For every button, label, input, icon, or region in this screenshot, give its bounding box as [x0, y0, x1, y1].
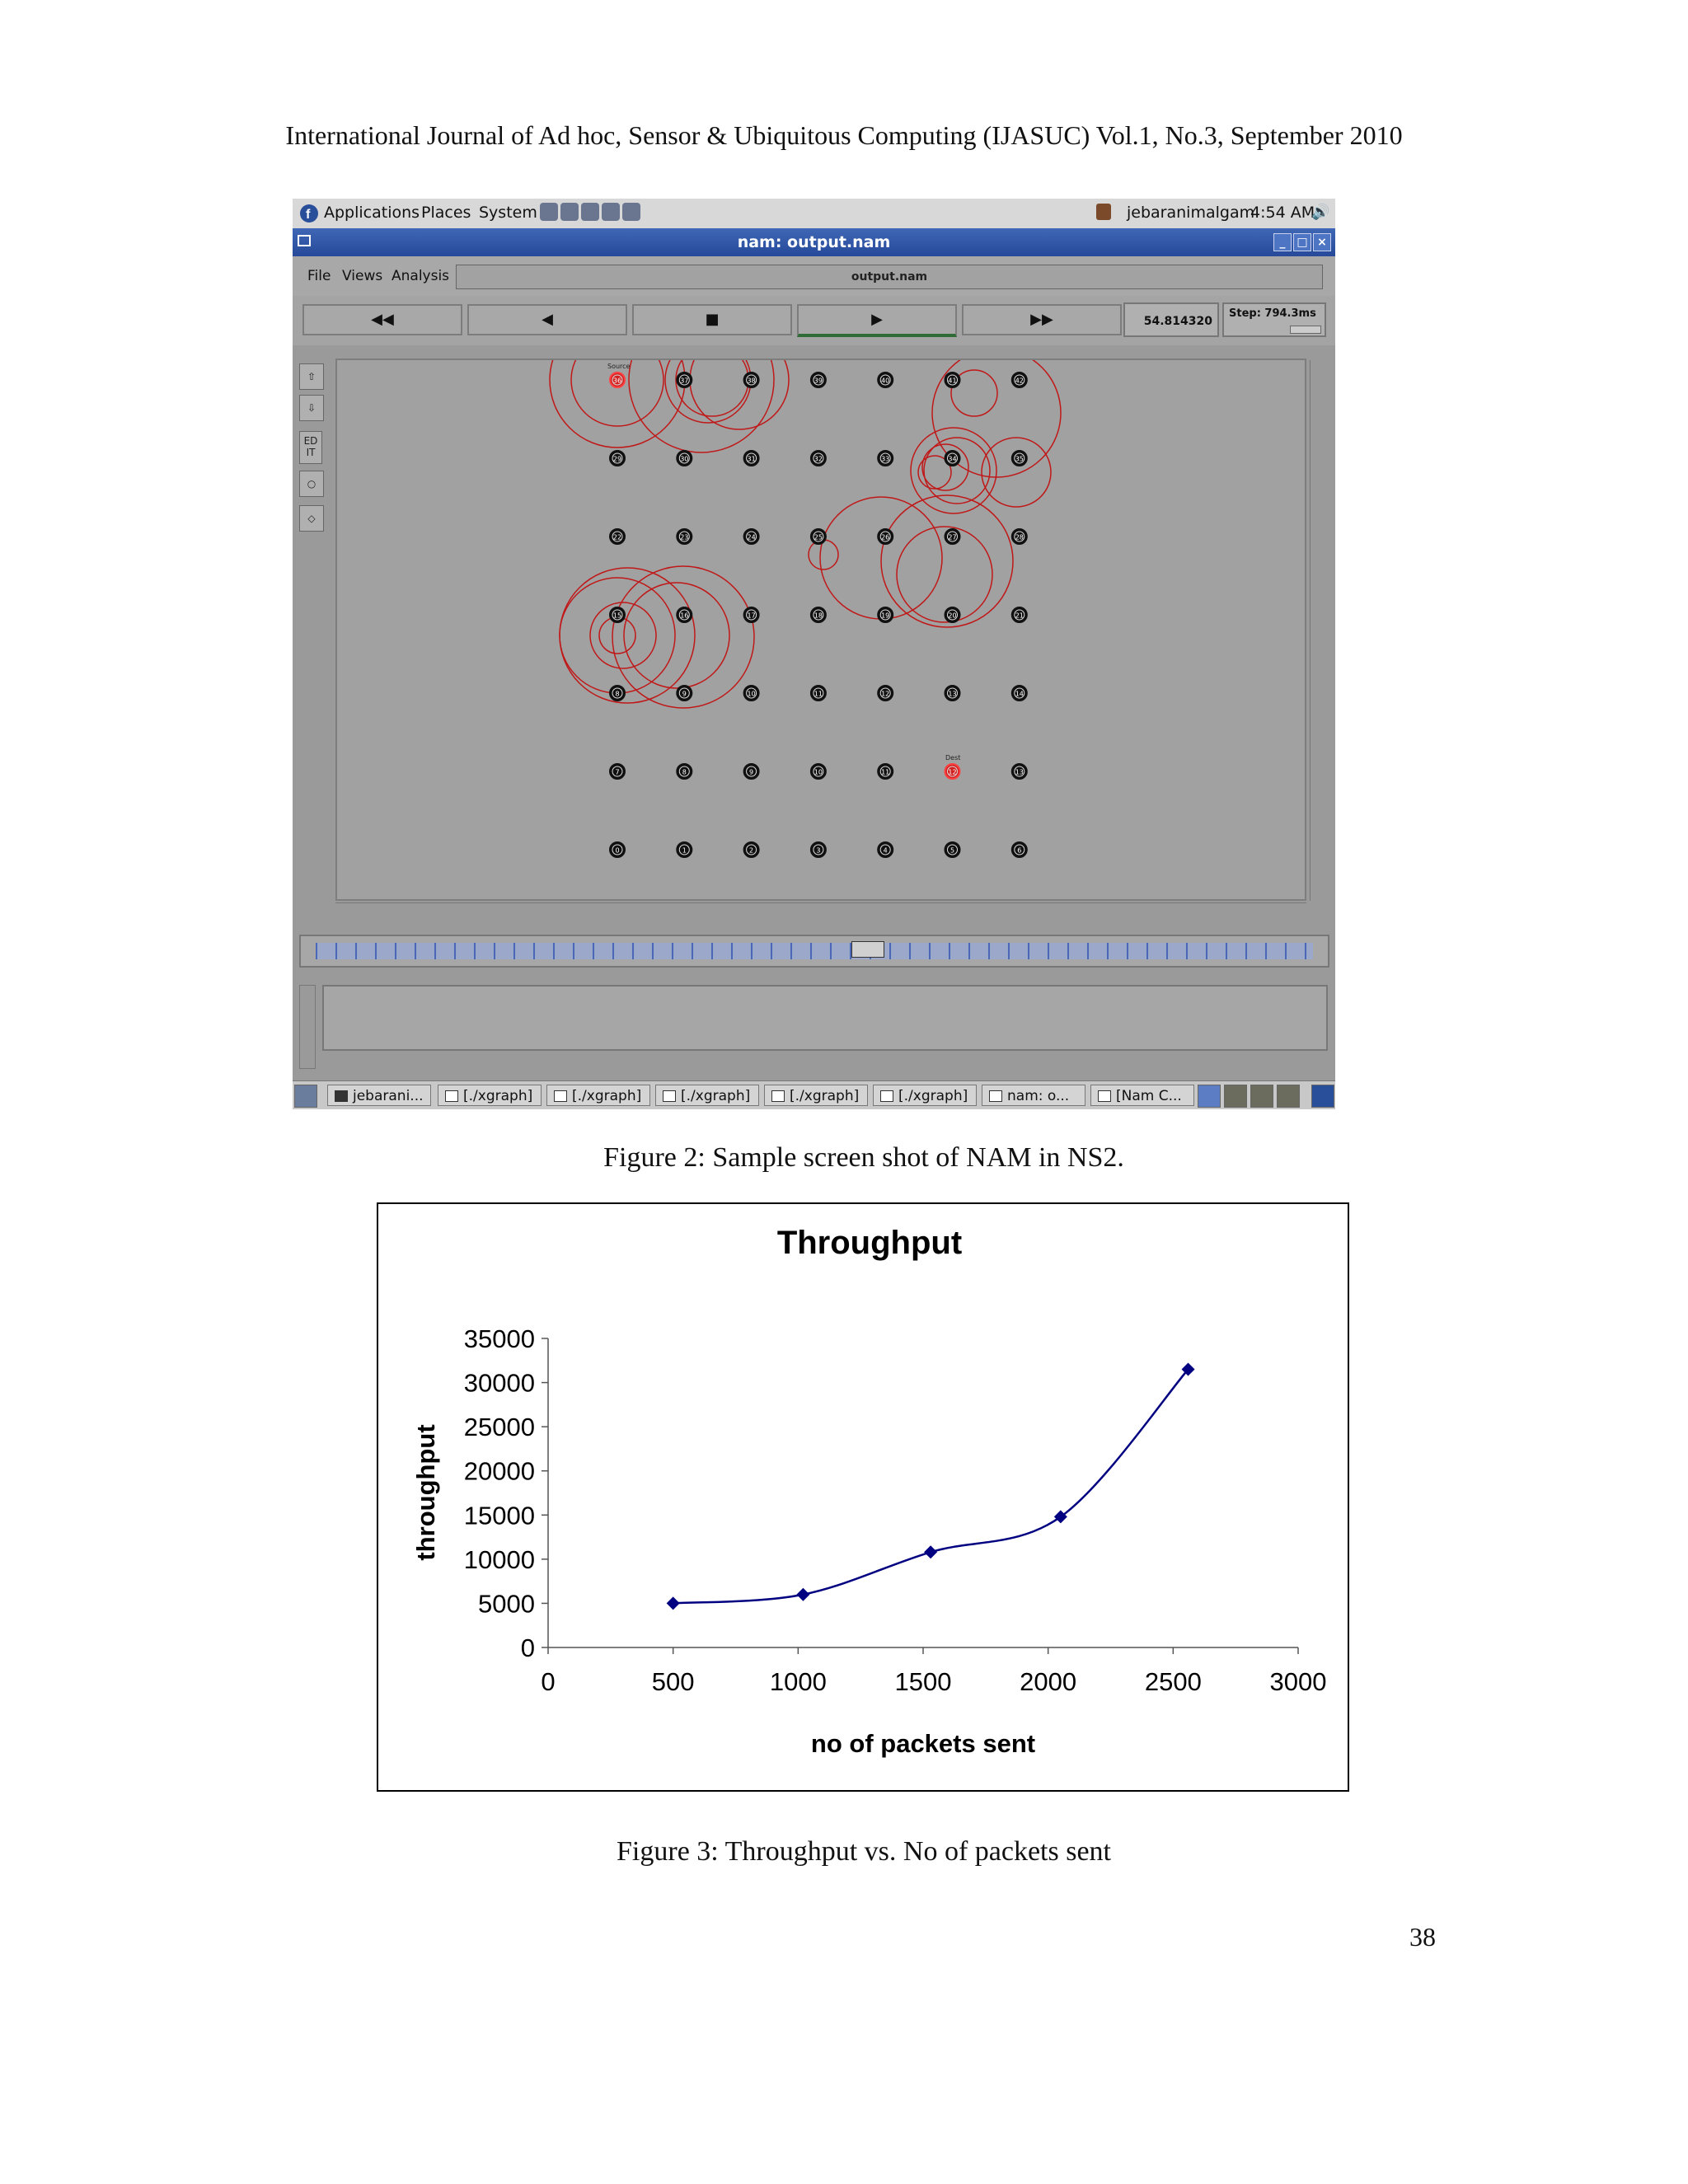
network-node[interactable] — [878, 451, 893, 466]
node-label: 36 — [612, 377, 622, 385]
node-label: 40 — [881, 377, 890, 385]
node-label: 25 — [814, 533, 823, 541]
node-label: 2 — [749, 846, 754, 855]
node-label: 19 — [881, 612, 890, 620]
network-node[interactable] — [744, 764, 759, 779]
node-label: 0 — [615, 846, 620, 855]
x-axis-label: no of packets sent — [810, 1729, 1036, 1758]
node-label: 15 — [612, 612, 622, 620]
node-label: 10 — [747, 690, 756, 698]
x-tick-label: 500 — [651, 1667, 695, 1696]
taskbar-item-label: [./xgraph] — [898, 1088, 968, 1104]
node-label: 4 — [883, 846, 888, 855]
node-label: 12 — [881, 690, 890, 698]
source-label: Source — [607, 363, 631, 370]
node-label: 24 — [747, 533, 756, 541]
x-tick-label: 0 — [541, 1667, 556, 1696]
taskbar-item-label: [./xgraph] — [790, 1088, 860, 1104]
timeline-ticks — [316, 943, 1313, 959]
workspace-1[interactable] — [1198, 1085, 1221, 1108]
network-node[interactable] — [1012, 842, 1027, 857]
playback-controls — [293, 296, 1335, 345]
node-label: 27 — [948, 533, 957, 541]
taskbar-item-label: [./xgraph] — [572, 1088, 642, 1104]
network-node[interactable] — [744, 451, 759, 466]
network-node[interactable] — [811, 529, 826, 544]
node-label: 22 — [612, 533, 622, 541]
node-label: 28 — [1015, 533, 1024, 541]
gnome-top-panel — [293, 199, 1335, 229]
node-label: 21 — [1015, 612, 1024, 620]
network-node[interactable] — [811, 764, 826, 779]
svg-text:f: f — [306, 208, 311, 222]
throughput-line — [673, 1370, 1189, 1604]
menu-analysis[interactable]: Analysis — [392, 268, 450, 284]
window-icon — [880, 1090, 893, 1102]
taskbar — [293, 1080, 1335, 1109]
applications-menu[interactable]: Applications — [324, 204, 420, 222]
network-node[interactable] — [677, 373, 692, 387]
network-node[interactable] — [945, 764, 960, 779]
network-node[interactable] — [878, 764, 893, 779]
taskbar-item-label: [./xgraph] — [681, 1088, 751, 1104]
edit-toolbar — [299, 363, 327, 693]
y-tick-label: 30000 — [463, 1368, 535, 1398]
minimize-button[interactable]: _ — [1273, 233, 1292, 251]
data-point — [924, 1545, 937, 1558]
taskbar-item-label: jebarani... — [353, 1088, 424, 1104]
journal-header: International Journal of Ad hoc, Sensor & Ubiquitous Computing (IJASUC) Vol.1, No.3, September 2010 — [285, 120, 1403, 150]
node-label: 42 — [1015, 377, 1024, 385]
network-node[interactable] — [677, 842, 692, 857]
node-label: 20 — [948, 612, 957, 620]
node-label: 35 — [1015, 455, 1024, 463]
network-node[interactable] — [1012, 373, 1027, 387]
diamond-tool-icon[interactable]: ◇ — [299, 505, 324, 532]
network-node[interactable] — [610, 764, 625, 779]
data-point — [796, 1588, 809, 1601]
y-tick-label: 0 — [520, 1633, 535, 1662]
node-label: 11 — [814, 690, 823, 698]
node-label: 6 — [1017, 846, 1022, 855]
mail-icon[interactable] — [560, 203, 579, 221]
node-label: 34 — [948, 455, 957, 463]
network-node[interactable] — [945, 842, 960, 857]
node-label: 29 — [612, 455, 622, 463]
window-title: nam: output.nam — [737, 233, 891, 251]
network-node[interactable] — [610, 607, 625, 622]
node-label: 32 — [814, 455, 823, 463]
launcher-icons — [540, 203, 640, 221]
network-node[interactable] — [744, 842, 759, 857]
y-tick-label: 5000 — [478, 1589, 535, 1619]
window-icon — [1098, 1090, 1111, 1102]
x-tick-label: 3000 — [1269, 1667, 1327, 1696]
taskbar-item[interactable] — [438, 1085, 542, 1106]
fast-forward-button[interactable]: ▶▶ — [962, 304, 1122, 335]
zoom-in-icon[interactable]: ⇧ — [299, 363, 324, 390]
network-node[interactable] — [945, 373, 960, 387]
network-node[interactable] — [1012, 764, 1027, 779]
editor-icon[interactable] — [581, 203, 599, 221]
nam-menubar — [293, 256, 1335, 297]
node-label: 39 — [814, 377, 823, 385]
node-label: 18 — [814, 612, 823, 620]
browser-icon[interactable] — [540, 203, 558, 221]
taskbar-item[interactable] — [327, 1085, 431, 1106]
window-icon — [335, 1090, 348, 1102]
chart-title: Throughput — [776, 1225, 963, 1261]
taskbar-item[interactable] — [546, 1085, 650, 1106]
network-node[interactable] — [1012, 607, 1027, 622]
node-label: 3 — [816, 846, 821, 855]
page-number: 38 — [1409, 1922, 1436, 1952]
node-label: 38 — [747, 377, 756, 385]
annotation-area[interactable] — [322, 985, 1328, 1051]
terminal-icon[interactable] — [602, 203, 620, 221]
chart-svg — [378, 1204, 1348, 1790]
network-node[interactable] — [811, 373, 826, 387]
system-menu[interactable]: System — [479, 204, 537, 222]
taskbar-item-label: [./xgraph] — [463, 1088, 533, 1104]
network-node[interactable] — [677, 686, 692, 701]
step-label: Step: 794.3ms — [1229, 307, 1316, 320]
network-node[interactable] — [677, 607, 692, 622]
network-node[interactable] — [610, 529, 625, 544]
node-label: 12 — [948, 768, 957, 776]
node-label: 17 — [747, 612, 756, 620]
node-label: 41 — [948, 377, 957, 385]
canvas-vscroll[interactable] — [1310, 360, 1329, 901]
node-label: 5 — [950, 846, 955, 855]
network-node[interactable] — [878, 373, 893, 387]
office-icon[interactable] — [622, 203, 640, 221]
network-node[interactable] — [677, 451, 692, 466]
step-control[interactable] — [1222, 302, 1326, 337]
network-node[interactable] — [878, 607, 893, 622]
rewind-button[interactable]: ◀◀ — [302, 304, 462, 335]
network-node[interactable] — [811, 451, 826, 466]
node-label: 13 — [1015, 768, 1024, 776]
volume-icon[interactable]: 🔊 — [1311, 204, 1330, 221]
throughput-chart — [377, 1202, 1349, 1792]
workspace-3[interactable] — [1250, 1085, 1273, 1108]
trash-icon[interactable] — [1311, 1085, 1334, 1108]
figure-3-caption: Figure 3: Throughput vs. No of packets sent — [617, 1836, 1111, 1867]
panel-username[interactable]: jebaranimalgam — [1127, 204, 1255, 222]
menu-file[interactable]: File — [307, 268, 331, 284]
canvas-hscroll[interactable] — [335, 902, 1306, 916]
step-slider[interactable] — [1290, 326, 1321, 334]
node-label: 14 — [1015, 690, 1024, 698]
network-node[interactable] — [610, 373, 625, 387]
network-topology — [337, 360, 1305, 899]
network-node[interactable] — [610, 686, 625, 701]
sim-time: 54.814320 — [1123, 302, 1219, 337]
network-node[interactable] — [677, 529, 692, 544]
workspace-4[interactable] — [1277, 1085, 1300, 1108]
timeline-thumb[interactable] — [851, 941, 884, 958]
node-label: 1 — [682, 846, 687, 855]
x-tick-label: 2000 — [1020, 1667, 1077, 1696]
window-icon — [771, 1090, 785, 1102]
window-menu-icon[interactable] — [298, 235, 311, 246]
network-node[interactable] — [945, 451, 960, 466]
taskbar-item[interactable] — [982, 1085, 1085, 1106]
network-node[interactable] — [744, 607, 759, 622]
taskbar-item[interactable] — [764, 1085, 868, 1106]
network-node[interactable] — [945, 686, 960, 701]
node-label: 8 — [615, 690, 620, 698]
menu-views[interactable]: Views — [342, 268, 383, 284]
dest-label: Dest — [945, 754, 961, 762]
network-node[interactable] — [945, 529, 960, 544]
play-button[interactable]: ▶ — [797, 304, 957, 337]
nam-screenshot — [293, 199, 1335, 1109]
network-node[interactable] — [610, 451, 625, 466]
output-scrollbar[interactable] — [299, 985, 316, 1069]
network-node[interactable] — [811, 842, 826, 857]
window-icon — [554, 1090, 567, 1102]
taskbar-item[interactable] — [655, 1085, 759, 1106]
network-node[interactable] — [744, 529, 759, 544]
network-node[interactable] — [610, 842, 625, 857]
network-node[interactable] — [744, 686, 759, 701]
taskbar-item-label: nam: o... — [1007, 1088, 1070, 1104]
network-node[interactable] — [945, 607, 960, 622]
node-label: 11 — [881, 768, 890, 776]
node-label: 16 — [680, 612, 689, 620]
x-tick-label: 2500 — [1144, 1667, 1202, 1696]
network-node[interactable] — [878, 529, 893, 544]
window-icon — [989, 1090, 1002, 1102]
node-label: 8 — [682, 768, 687, 776]
y-tick-label: 15000 — [463, 1501, 535, 1530]
stop-button[interactable]: ■ — [632, 304, 792, 335]
node-label: 9 — [682, 690, 687, 698]
close-button[interactable]: × — [1313, 233, 1331, 251]
node-label: 33 — [881, 455, 890, 463]
window-icon — [445, 1090, 458, 1102]
network-node[interactable] — [878, 686, 893, 701]
data-point — [667, 1596, 680, 1610]
taskbar-item[interactable] — [873, 1085, 977, 1106]
network-node[interactable] — [878, 842, 893, 857]
window-icon — [663, 1090, 676, 1102]
step-back-button[interactable]: ◀ — [467, 304, 627, 335]
maximize-button[interactable]: □ — [1293, 233, 1311, 251]
network-canvas[interactable] — [335, 359, 1306, 901]
trace-filename: output.nam — [456, 265, 1323, 289]
node-label: 26 — [881, 533, 890, 541]
time-slider[interactable] — [299, 935, 1329, 968]
y-axis-label: throughput — [411, 1424, 440, 1561]
node-label: 37 — [680, 377, 689, 385]
y-tick-label: 10000 — [463, 1544, 535, 1574]
node-label: 9 — [749, 768, 754, 776]
network-node[interactable] — [744, 373, 759, 387]
y-tick-label: 25000 — [463, 1413, 535, 1442]
network-node[interactable] — [811, 607, 826, 622]
network-node[interactable] — [677, 764, 692, 779]
circle-tool-icon[interactable]: ○ — [299, 471, 324, 497]
network-node[interactable] — [811, 686, 826, 701]
node-label: 23 — [680, 533, 689, 541]
network-node[interactable] — [1012, 529, 1027, 544]
user-icon — [1096, 204, 1111, 220]
figure-2-caption: Figure 2: Sample screen shot of NAM in NS2. — [603, 1142, 1124, 1173]
workspace-2[interactable] — [1224, 1085, 1247, 1108]
y-tick-label: 35000 — [463, 1324, 535, 1353]
node-label: 7 — [615, 768, 620, 776]
fedora-icon[interactable] — [299, 204, 319, 227]
x-tick-label: 1000 — [769, 1667, 827, 1696]
node-label: 30 — [680, 455, 689, 463]
y-tick-label: 20000 — [463, 1456, 535, 1486]
window-titlebar — [293, 228, 1335, 256]
edit-button[interactable]: ED IT — [299, 431, 322, 464]
x-tick-label: 1500 — [894, 1667, 952, 1696]
places-menu[interactable]: Places — [421, 204, 471, 222]
taskbar-item-label: [Nam C... — [1116, 1088, 1182, 1104]
network-node[interactable] — [1012, 451, 1027, 466]
panel-clock[interactable]: 4:54 AM — [1250, 204, 1315, 222]
node-label: 13 — [948, 690, 957, 698]
node-label: 10 — [814, 768, 823, 776]
taskbar-item[interactable] — [1090, 1085, 1194, 1106]
network-node[interactable] — [1012, 686, 1027, 701]
show-desktop-icon[interactable] — [294, 1085, 317, 1108]
node-label: 31 — [747, 455, 756, 463]
zoom-out-icon[interactable]: ⇩ — [299, 395, 324, 421]
